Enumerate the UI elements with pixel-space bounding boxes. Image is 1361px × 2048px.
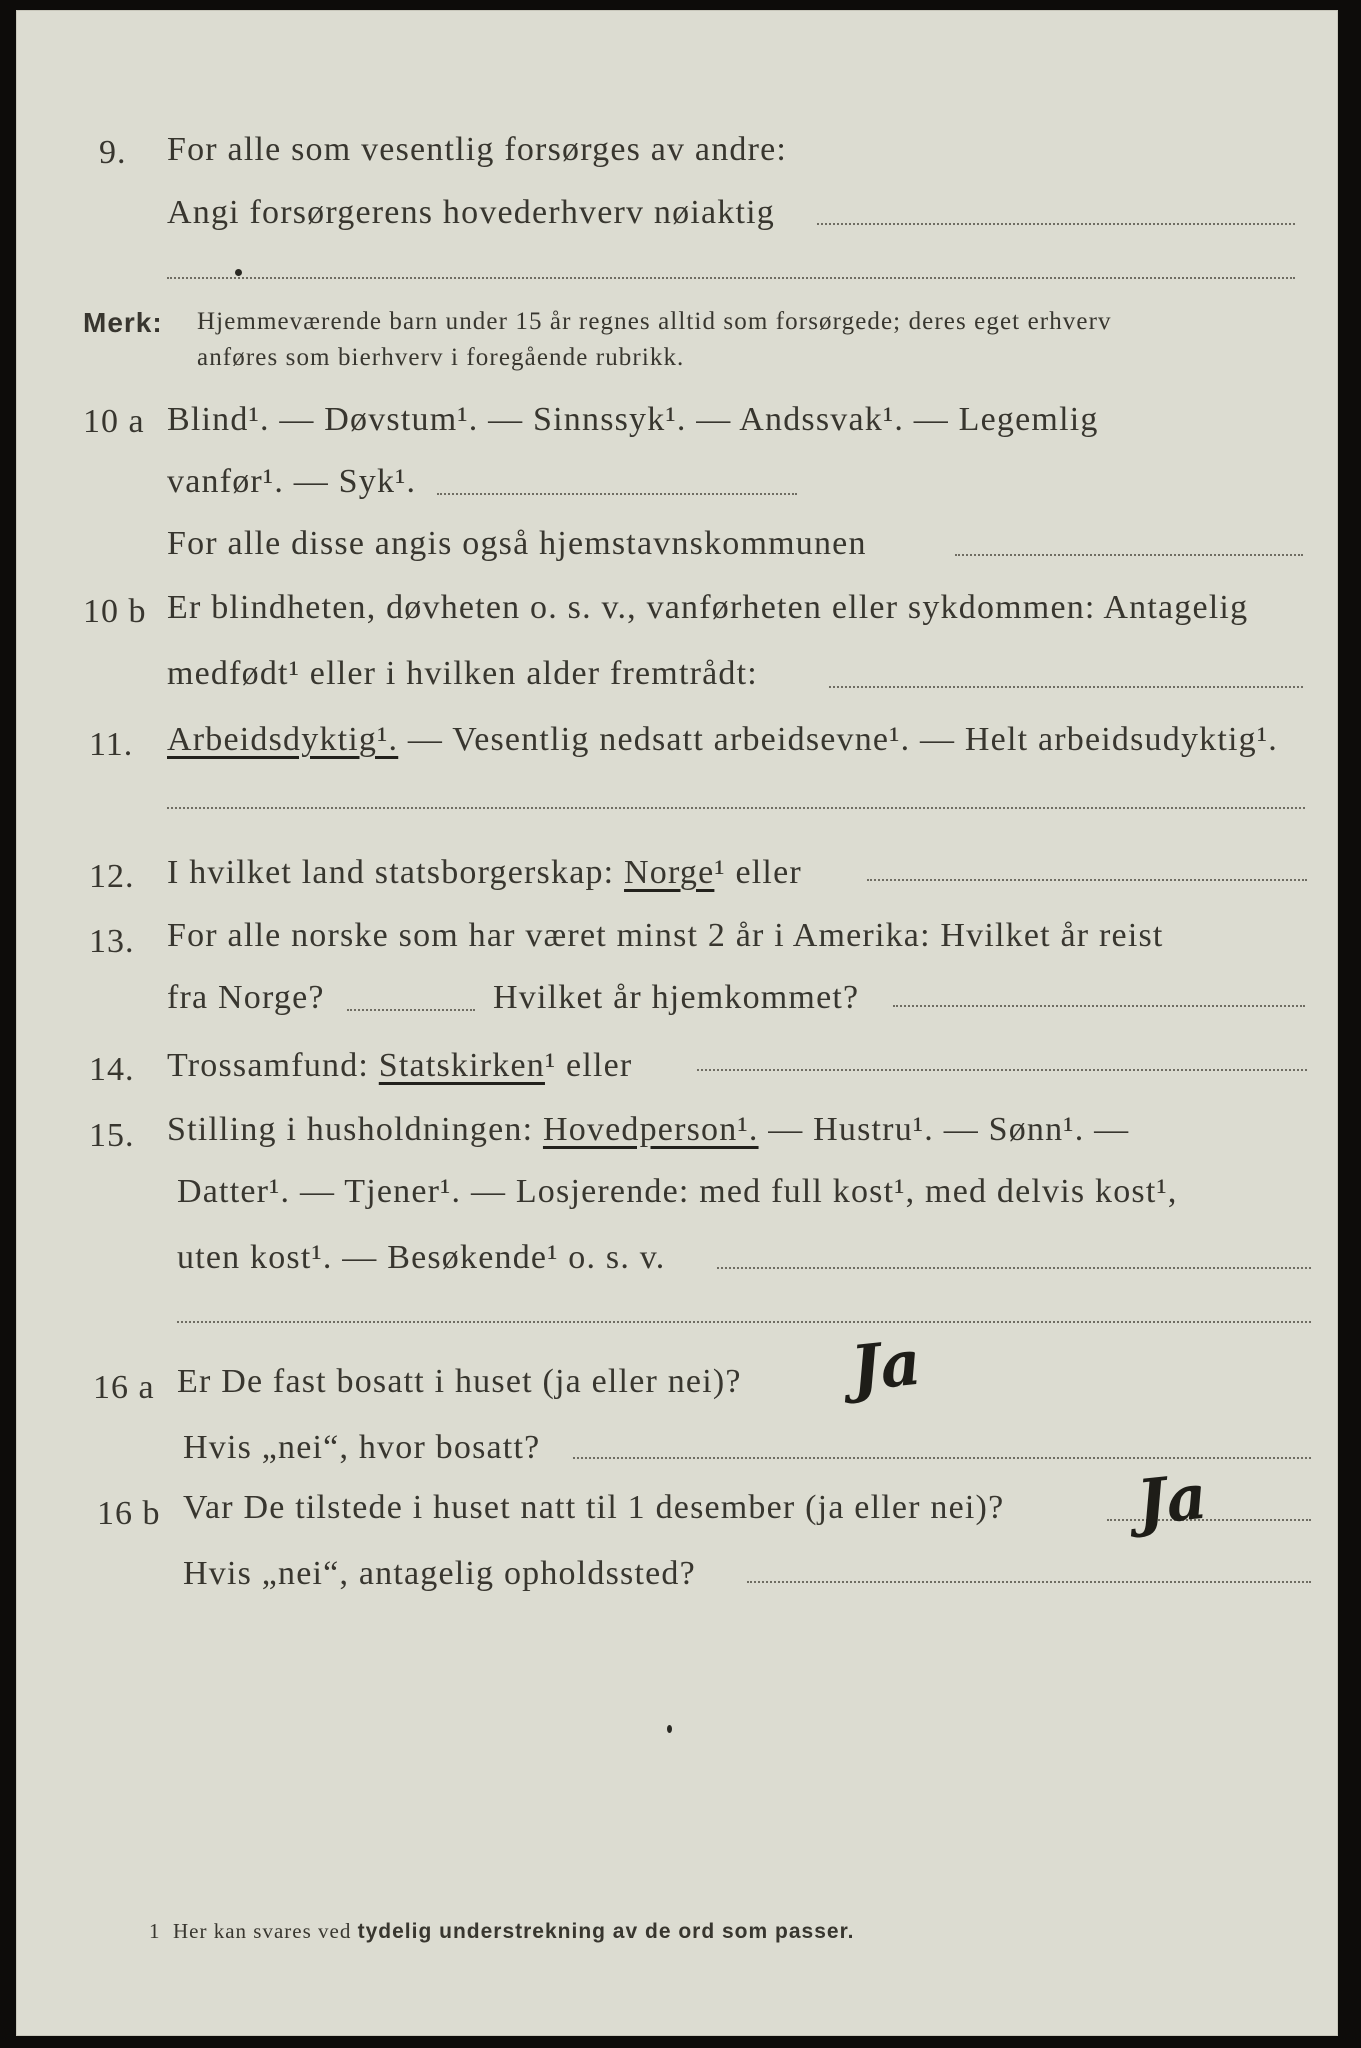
- question-15-number: 15.: [89, 1117, 135, 1154]
- question-10a-number: 10 a: [83, 403, 145, 440]
- question-16b-handwritten-answer: Ja: [1133, 1459, 1211, 1540]
- question-16a-number: 16 a: [93, 1369, 155, 1406]
- question-10b-text-line2: medfødt¹ eller i hvilken alder fremtrådt:: [167, 655, 758, 692]
- question-13-reist-line[interactable]: [347, 1009, 475, 1011]
- question-16a-text-line1: Er De fast bosatt i huset (ja eller nei)?: [177, 1363, 742, 1400]
- question-13-text-line1: For alle norske som har været minst 2 år i Amerika: Hvilket år reist: [167, 917, 1164, 954]
- question-9-answer-line-2[interactable]: [167, 277, 1295, 279]
- question-14-number: 14.: [89, 1051, 135, 1088]
- question-9-text-line1: For alle som vesentlig forsørges av andre:: [167, 131, 788, 168]
- question-13-text-line2a: fra Norge?: [167, 979, 325, 1016]
- question-12-number: 12.: [89, 858, 135, 895]
- question-15-text-line3: uten kost¹. — Besøkende¹ o. s. v.: [177, 1239, 666, 1276]
- question-10a-text-line1: Blind¹. — Døvstum¹. — Sinnssyk¹. — Andssvak¹. — Legemlig: [167, 401, 1099, 438]
- question-9-text-line2: Angi forsørgerens hovederhverv nøiaktig: [167, 194, 775, 231]
- ink-speck-2: [667, 1725, 672, 1733]
- question-13-text-line2b: Hvilket år hjemkommet?: [493, 979, 860, 1016]
- question-13-hjemkommet-line[interactable]: [893, 1005, 1305, 1007]
- footnote-bold-text: tydelig understrekning av de ord som passer.: [357, 1920, 855, 1943]
- footnote-marker: 1: [149, 1919, 161, 1943]
- question-14-underlined-answer: Statskirken: [378, 1047, 545, 1084]
- question-11-text: [167, 721, 1278, 759]
- question-9-number: 9.: [99, 134, 127, 171]
- question-12-suffix: ¹ eller: [714, 854, 802, 891]
- question-15-text-line1: [167, 1111, 1129, 1149]
- question-15-underlined-answer: Hovedperson¹.: [542, 1111, 759, 1148]
- question-10a-text-line3: For alle disse angis også hjemstavnskommunen: [167, 525, 867, 562]
- question-14-suffix: ¹ eller: [544, 1047, 633, 1084]
- footnote: [149, 1919, 854, 1944]
- question-15-text-line2: Datter¹. — Tjener¹. — Losjerende: med full kost¹, med delvis kost¹,: [177, 1173, 1178, 1210]
- question-10b-text-line1: Er blindheten, døvheten o. s. v., vanførheten eller sykdommen: Antagelig: [167, 589, 1249, 626]
- census-form-page: [16, 10, 1338, 2036]
- question-16b-text-line1: Var De tilstede i huset natt til 1 desember (ja eller nei)?: [183, 1489, 1005, 1526]
- question-10a-hjemstavn-line[interactable]: [955, 554, 1303, 556]
- merk-text-line2: anføres som bierhverv i foregående rubrikk.: [197, 344, 685, 371]
- question-16b-text-line2: Hvis „nei“, antagelig opholdssted?: [183, 1555, 696, 1592]
- question-16b-number: 16 b: [97, 1495, 161, 1532]
- question-15-answer-line-2[interactable]: [177, 1321, 1311, 1323]
- merk-text-line1: Hjemmeværende barn under 15 år regnes alltid som forsørgede; deres eget erhverv: [197, 308, 1112, 335]
- question-15-line1-rest: — Hustru¹. — Sønn¹. —: [758, 1111, 1130, 1148]
- question-11-number: 11.: [89, 726, 134, 763]
- question-10b-answer-line[interactable]: [829, 686, 1303, 688]
- question-12-answer-line[interactable]: [867, 879, 1307, 881]
- question-10a-text-line2: vanfør¹. — Syk¹.: [167, 463, 417, 500]
- question-12-prefix: I hvilket land statsborgerskap:: [167, 854, 615, 891]
- question-12-underlined-answer: Norge: [624, 854, 715, 891]
- footnote-plain-text: Her kan svares ved: [173, 1919, 352, 1943]
- question-14-prefix: Trossamfund:: [167, 1047, 370, 1084]
- question-16a-answer-line[interactable]: [573, 1457, 1311, 1459]
- question-16a-handwritten-answer: Ja: [847, 1325, 925, 1406]
- question-10a-answer-line[interactable]: [437, 493, 797, 495]
- question-10b-number: 10 b: [83, 593, 147, 630]
- question-14-text: [167, 1047, 632, 1085]
- question-16b-opholdssted-line[interactable]: [747, 1581, 1311, 1583]
- question-15-answer-line[interactable]: [717, 1267, 1311, 1269]
- question-11-text-rest: — Vesentlig nedsatt arbeidsevne¹. — Helt arbeidsudyktig¹.: [398, 721, 1278, 758]
- question-11-underlined-answer: Arbeidsdyktig¹.: [167, 721, 399, 758]
- question-14-answer-line[interactable]: [697, 1069, 1307, 1071]
- question-11-answer-line[interactable]: [167, 807, 1305, 809]
- ink-speck: [235, 269, 242, 276]
- question-12-text: [167, 854, 802, 892]
- question-13-number: 13.: [89, 923, 135, 960]
- question-15-prefix: Stilling i husholdningen:: [167, 1111, 534, 1148]
- merk-label: Merk:: [83, 307, 163, 338]
- question-9-answer-line[interactable]: [817, 223, 1295, 225]
- question-16a-text-line2: Hvis „nei“, hvor bosatt?: [183, 1429, 541, 1466]
